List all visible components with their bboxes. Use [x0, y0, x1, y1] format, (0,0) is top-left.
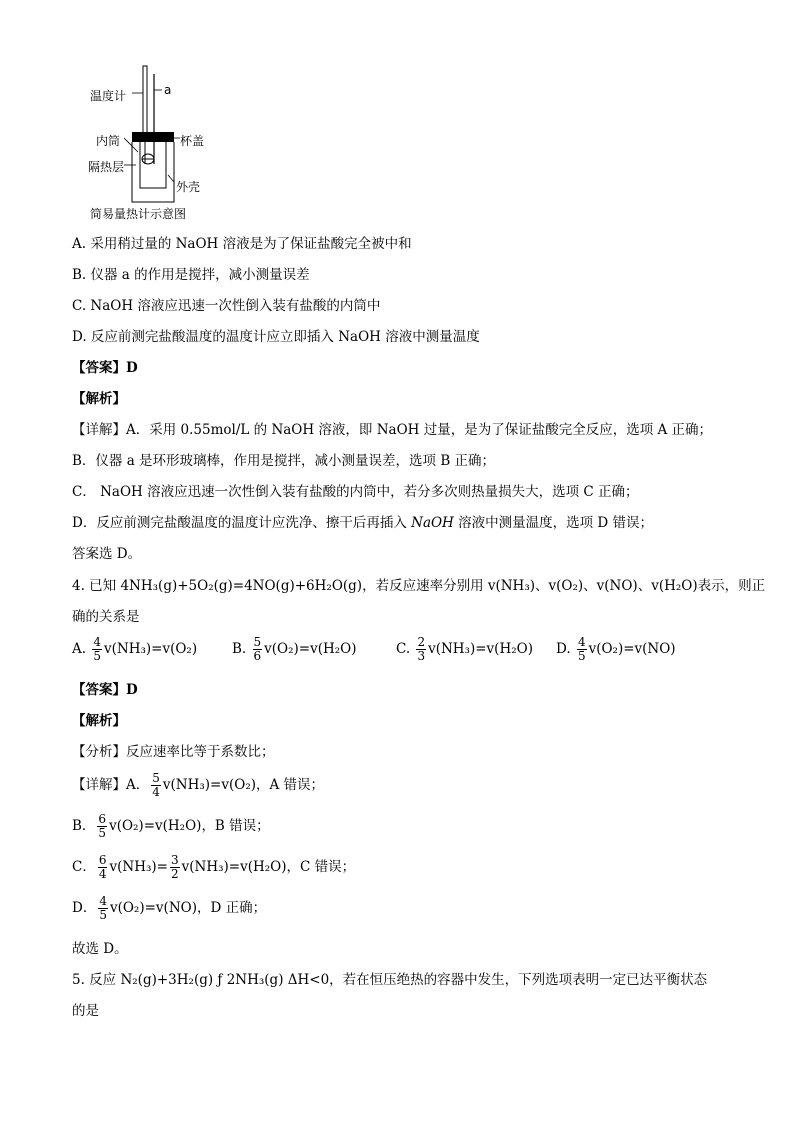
q4-option-c-expr: v(NH₃)=v(H₂O): [428, 641, 533, 657]
q5-stem-line2: 的是: [72, 1003, 99, 1019]
fraction-numerator: 6: [98, 812, 107, 826]
q4-option-a-expr: v(NH₃)=v(O₂): [103, 641, 198, 657]
q4-detail-c: [72, 854, 355, 881]
fraction-numerator: 5: [253, 635, 262, 649]
q4-option-a: [72, 636, 197, 663]
q3-option-c: C. NaOH 溶液应迅速一次性倒入装有盐酸的内筒中: [72, 298, 381, 314]
q3-detail-d: [72, 515, 653, 531]
q4-option-c-label: C.: [396, 641, 411, 657]
fraction-numerator: 4: [93, 635, 101, 649]
q3-conclusion: 答案选 D。: [72, 546, 142, 562]
fraction-numerator: 4: [99, 894, 107, 908]
q4-stem-line1: 4. 已知 4NH₃(g)+5O₂(g)=4NO(g)+6H₂O(g)，若反应速率分别用 v(NH₃)、v(O₂)、v(NO)、v(H₂O)表示，则正: [72, 578, 766, 594]
q4-detail-b-fraction: [97, 813, 107, 840]
q4-analysis-label: 【解析】: [72, 713, 126, 729]
fraction-denominator: 5: [93, 649, 101, 663]
q4-option-b: [232, 636, 357, 663]
q4-option-b-fraction: [253, 636, 263, 663]
q4-option-d-expr: v(O₂)=v(NO): [588, 641, 676, 657]
q3-detail-c: C． NaOH 溶液应迅速一次性倒入装有盐酸的内筒中，若分多次则热量损失大，选项 C 正确；: [72, 484, 639, 500]
fraction-denominator: 4: [98, 867, 107, 881]
thermometer-label: 温度计: [90, 89, 127, 103]
q4-detail-c-mid: v(NH₃)=: [109, 859, 168, 875]
q4-detail-d-fraction: [98, 895, 108, 922]
fraction-denominator: 4: [152, 785, 160, 799]
q4-detail-d-pre: D．: [72, 900, 97, 916]
q4-option-c: [396, 636, 533, 663]
q4-conclusion: 故选 D。: [72, 941, 128, 957]
q3-detail-b: B．仪器 a 是环形玻璃棒，作用是搅拌，减小测量误差，选项 B 正确；: [72, 453, 496, 469]
q4-detail-d-post: ，D 正确；: [196, 900, 267, 916]
q3-detail-d-naoh: NaOH: [411, 515, 454, 531]
q4-detail-b-expr: v(O₂)=v(H₂O): [109, 818, 202, 834]
q4-detail-b-pre: B．: [72, 818, 96, 834]
q3-detail-d-pre: D．反应前测完盐酸温度的温度计应洗净、擦干后再插入: [72, 515, 412, 531]
inner-cylinder-label: 内筒: [96, 134, 121, 148]
q4-option-a-label: A.: [72, 641, 87, 657]
q4-option-b-expr: v(O₂)=v(H₂O): [264, 641, 357, 657]
q4-detail-d: [72, 895, 266, 922]
q4-option-d: [556, 636, 676, 663]
diagram-caption: 简易量热计示意图: [90, 207, 187, 221]
fraction-numerator: 6: [98, 853, 107, 867]
q4-detail-a: [72, 772, 324, 799]
stirrer-a-label: a: [164, 83, 172, 97]
fraction-numerator: 3: [170, 853, 179, 867]
q3-option-b: B. 仪器 a 的作用是搅拌，减小测量误差: [72, 267, 310, 283]
fraction-denominator: 5: [577, 649, 586, 663]
fraction-denominator: 5: [98, 826, 107, 840]
q4-detail-d-expr: v(O₂)=v(NO): [109, 900, 197, 916]
fraction-numerator: 4: [577, 635, 586, 649]
q4-fenxi: 【分析】反应速率比等于系数比；: [72, 744, 275, 760]
q4-detail-c-fraction-1: [98, 854, 108, 881]
q4-detail-c-expr: v(NH₃)=v(H₂O): [181, 859, 287, 875]
q4-option-c-fraction: [416, 636, 426, 663]
q3-detail-d-post: 溶液中测量温度，选项 D 错误；: [453, 515, 654, 531]
fraction-denominator: 3: [417, 649, 426, 663]
q4-detail-c-post: ，C 错误；: [286, 859, 356, 875]
fraction-denominator: 2: [170, 867, 179, 881]
q4-answer: 【答案】D: [72, 682, 138, 698]
q4-detail-c-fraction-2: [170, 854, 180, 881]
q4-option-b-label: B.: [232, 641, 247, 657]
q4-option-d-fraction: [577, 636, 587, 663]
q4-detail-a-expr: v(NH₃)=v(O₂): [162, 777, 256, 793]
fraction-numerator: 5: [152, 771, 160, 785]
q4-detail-a-post: ，A 错误；: [256, 777, 325, 793]
q4-detail-c-pre: C．: [72, 859, 96, 875]
q3-answer: 【答案】D: [72, 360, 138, 376]
q3-option-d: D. 反应前测完盐酸温度的温度计应立即插入 NaOH 溶液中测量温度: [72, 329, 480, 345]
insulation-label: 隔热层: [88, 160, 125, 174]
q4-detail-b-post: ，B 错误；: [201, 818, 270, 834]
q4-stem-line2: 确的关系是: [72, 609, 140, 625]
calorimeter-diagram: [88, 60, 228, 225]
q3-detail-a: 【详解】A．采用 0.55mol/L 的 NaOH 溶液，即 NaOH 过量，是为了保证盐酸完全反应，选项 A 正确；: [72, 422, 713, 438]
fraction-numerator: 2: [417, 635, 426, 649]
q3-analysis-label: 【解析】: [72, 391, 126, 407]
fraction-denominator: 5: [99, 908, 107, 922]
q5-stem-line1: 5. 反应 N₂(g)+3H₂(g) ƒ 2NH₃(g) ΔH<0，若在恒压绝热的容器中发生，下列选项表明一定已达平衡状态: [72, 972, 708, 988]
q4-detail-a-pre: 【详解】A．: [72, 777, 150, 793]
lid-label: 杯盖: [180, 134, 205, 148]
q4-option-a-fraction: [92, 636, 102, 663]
q4-detail-b: [72, 813, 270, 840]
q4-detail-a-fraction: [151, 772, 161, 799]
q3-option-a: A. 采用稍过量的 NaOH 溶液是为了保证盐酸完全被中和: [72, 236, 412, 252]
q4-option-d-label: D.: [556, 641, 571, 657]
outer-shell-label: 外壳: [176, 180, 201, 194]
fraction-denominator: 6: [253, 649, 262, 663]
